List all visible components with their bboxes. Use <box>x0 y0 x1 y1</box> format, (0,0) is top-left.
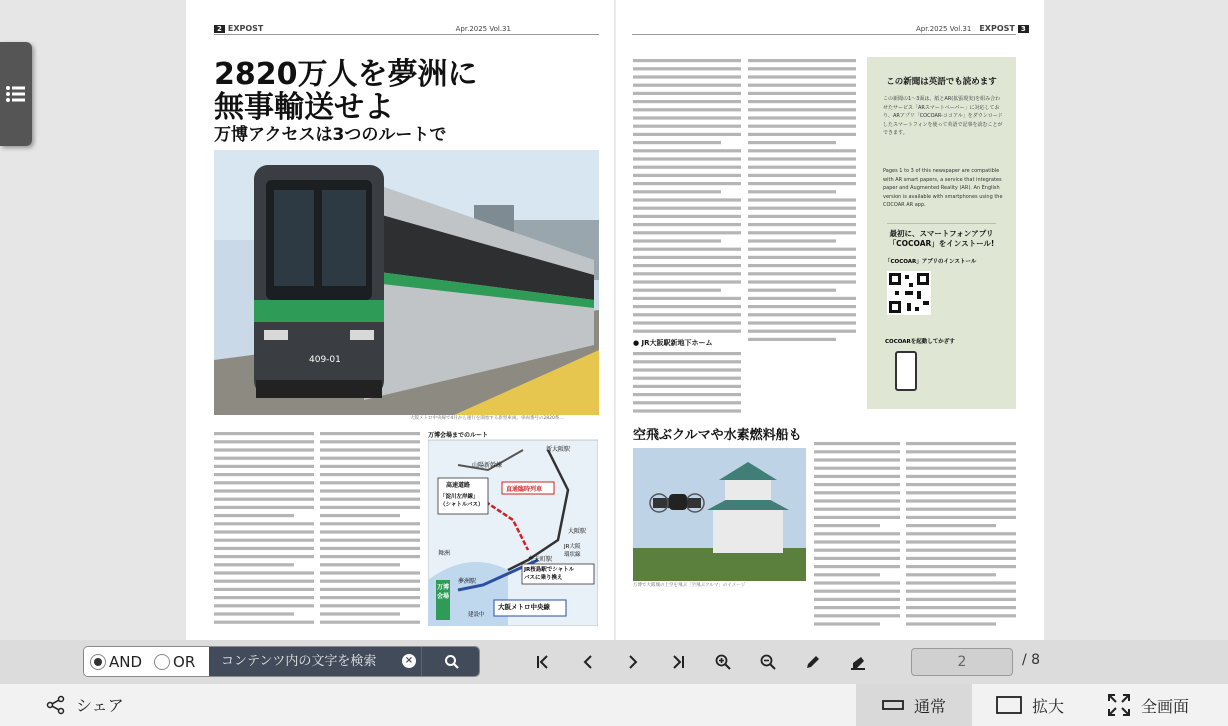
search-input[interactable] <box>209 647 421 676</box>
map-label-sakurajima: JR桜島駅でシャトル バスに乗り換え <box>524 567 575 581</box>
search-button[interactable] <box>421 647 480 676</box>
route-map <box>428 430 598 626</box>
right-article-column-1 <box>633 57 741 337</box>
and-label: AND <box>109 652 143 671</box>
map-label-shuttle: 「淀川左岸線」 （シャトルバス） <box>440 494 484 508</box>
last-page-button[interactable] <box>665 650 691 674</box>
normal-view-button[interactable] <box>856 684 972 726</box>
right-header-issue: Apr.2025 Vol.31 <box>916 25 972 33</box>
share-button[interactable] <box>46 693 124 716</box>
left-header-brand: EXPOST <box>227 24 264 33</box>
right-article-column-4 <box>906 440 1016 626</box>
or-radio-dot <box>154 654 170 670</box>
left-header-issue: Apr.2025 Vol.31 <box>455 25 511 33</box>
ar-sidebar-body: この新聞の1〜3面は、紙とAR(拡張現実)を組み合わせたサービス「ARスマートペーパー」に対応しており、ARアプリ「COCOAR-ココアル」をダウンロードしたスマートフォンを使って英語で記事を読むことができます。 <box>883 96 1003 136</box>
chevron-left-icon <box>579 653 597 671</box>
left-page-number: 2 <box>214 25 225 33</box>
train-photo-caption: 大阪メトロ中央線で4月から運行を開始する新型車両。車両番号の2820系… <box>410 416 564 421</box>
zoom-out-icon <box>759 653 777 671</box>
map-label-venue: 万博 会場 <box>437 584 450 600</box>
first-page-button[interactable] <box>530 650 556 674</box>
map-label-direct-train: 直通臨時列車 <box>506 486 543 493</box>
and-radio[interactable] <box>90 653 142 671</box>
search-icon <box>444 654 460 670</box>
list-icon <box>5 83 27 105</box>
headline-line1: 2820万人を夢洲に <box>214 57 478 92</box>
ar-sidebar <box>867 57 1016 409</box>
or-label: OR <box>173 652 196 671</box>
normal-view-label: 通常 <box>913 696 946 716</box>
search-bar <box>83 646 480 677</box>
ar-step2: COCOARを起動してかざす <box>885 339 955 345</box>
ar-sidebar-body-en: Pages 1 to 3 of this newspaper are compatible with AR smart papers, a service that integrates paper and Augmented Reality (AR). An English version is available with smartphones using the COCOAR AR app. <box>883 168 1003 208</box>
jr-minihead-text: JR大阪駅新地下ホーム <box>641 339 713 347</box>
qr-code <box>887 271 931 315</box>
right-article-column-2 <box>748 57 856 347</box>
subheadline: 万博アクセスは3つのルートで <box>214 125 447 145</box>
map-title: 万博会場までのルート <box>428 432 489 439</box>
share-label: シェア <box>76 696 124 715</box>
article-column-2 <box>320 430 420 626</box>
section2-title: 空飛ぶクルマや水素燃料船も <box>633 428 802 443</box>
normal-view-icon <box>882 698 904 712</box>
zoom-out-button[interactable] <box>755 650 781 674</box>
left-header-rule <box>214 34 599 35</box>
ar-step1: 「COCOAR」アプリのインストール <box>885 259 977 265</box>
jr-minihead: ● JR大阪駅新地下ホーム <box>633 339 713 347</box>
fullscreen-button[interactable] <box>1088 684 1208 726</box>
pen-icon <box>804 653 822 671</box>
map-label-construction: 建設中 <box>468 612 485 618</box>
headline <box>214 58 574 124</box>
zoom-view-label: 拡大 <box>1031 696 1064 716</box>
headline-line2: 無事輸送せよ <box>214 90 394 125</box>
right-page-header <box>916 24 1032 33</box>
phone-illustration-icon <box>895 351 917 391</box>
page-gutter <box>614 0 616 640</box>
left-page-header <box>214 24 511 33</box>
right-article-column-3 <box>814 440 900 626</box>
zoom-view-icon <box>996 696 1022 714</box>
map-label-bentencho: 弁天町駅 <box>528 556 553 563</box>
zoom-in-icon <box>714 653 732 671</box>
zoom-in-button[interactable] <box>710 650 736 674</box>
ar-sidebar-title: この新聞は英語でも読めます <box>886 77 997 87</box>
total-pages: / 8 <box>1022 652 1041 668</box>
castle-photo <box>633 448 806 581</box>
right-header-brand: EXPOST <box>979 24 1015 33</box>
ar-install-title: 最初に、スマートフォンアプリ 「COCOAR」をインストール! <box>888 229 995 248</box>
map-label-chuo-line: 大阪メトロ中央線 <box>498 603 550 611</box>
prev-page-button[interactable] <box>575 650 601 674</box>
map-label-highway: 高速道路 <box>446 482 471 489</box>
fullscreen-label: 全画面 <box>1140 696 1189 716</box>
svg-text:409-01: 409-01 <box>309 355 341 365</box>
chevron-right-icon <box>624 653 642 671</box>
highlighter-icon <box>849 653 867 671</box>
jr-article <box>633 350 741 414</box>
map-label-yumeshima: 夢洲駅 <box>458 578 477 585</box>
map-label-osaka-station: 大阪駅 <box>568 528 587 535</box>
right-page-number: 3 <box>1018 25 1029 33</box>
toc-menu-button[interactable] <box>0 42 32 146</box>
article-column-1 <box>214 430 314 626</box>
fullscreen-icon <box>1107 693 1131 717</box>
page-number-input[interactable] <box>911 648 1013 676</box>
highlighter-button[interactable] <box>845 650 871 674</box>
or-radio[interactable] <box>154 653 195 671</box>
castle-photo-caption: 万博で大阪城の上空を飛ぶ「空飛ぶクルマ」のイメージ <box>633 583 746 588</box>
first-page-icon <box>534 653 552 671</box>
share-icon <box>46 695 66 715</box>
map-label-maishima: 舞洲 <box>438 550 451 557</box>
right-header-rule <box>632 34 1016 35</box>
pen-button[interactable] <box>800 650 826 674</box>
and-radio-dot <box>90 654 106 670</box>
map-label-sanyo: 山陽新幹線 <box>472 462 503 469</box>
search-logic-toggle <box>84 647 209 676</box>
last-page-icon <box>669 653 687 671</box>
current-page-value: 2 <box>957 654 967 670</box>
map-label-shin-osaka: 新大阪駅 <box>546 446 571 453</box>
train-photo <box>214 150 599 415</box>
clear-search-icon[interactable]: × <box>402 654 416 668</box>
next-page-button[interactable] <box>620 650 646 674</box>
map-label-jr-loop: JR大阪 環状線 <box>564 544 581 558</box>
zoom-view-button[interactable] <box>972 684 1088 726</box>
